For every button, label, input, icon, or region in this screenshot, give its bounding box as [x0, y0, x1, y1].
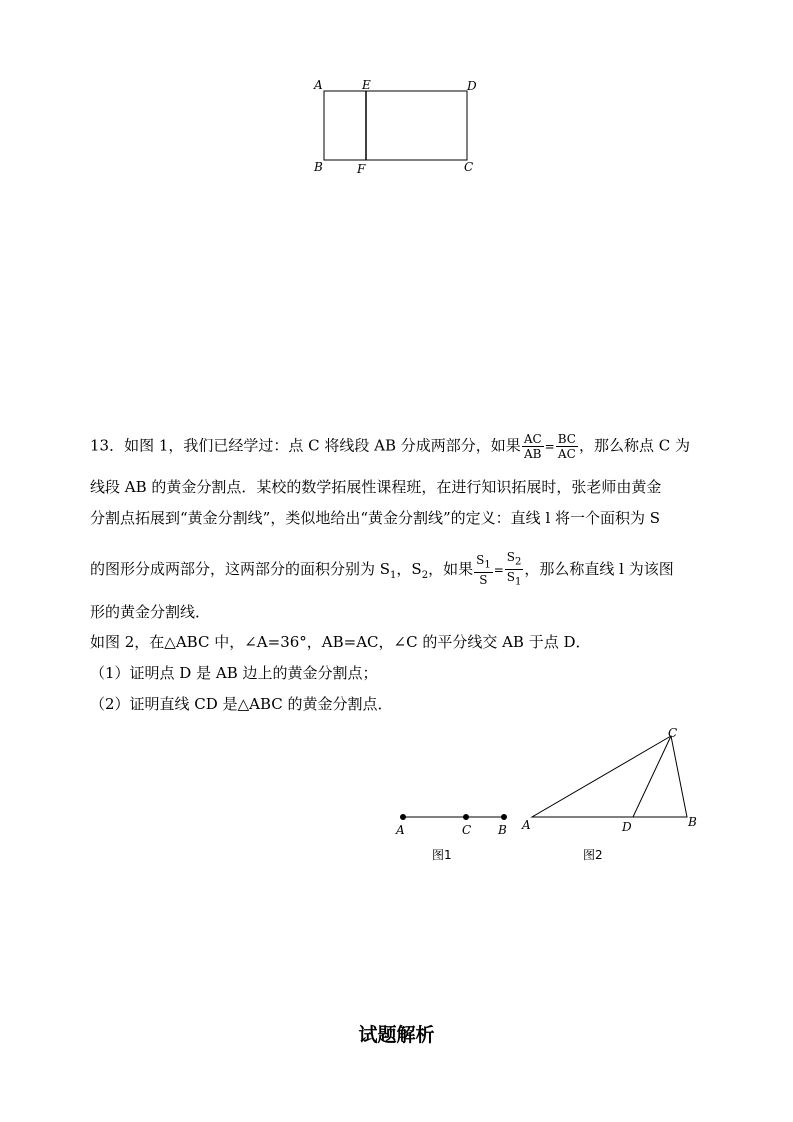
fig2-label-b: B	[688, 815, 697, 829]
problem-line-5: 形的黄金分割线．	[90, 603, 211, 621]
figure-2-caption: 图2	[583, 848, 603, 862]
fraction-bc-ac: $\frac{BC}{AC}$	[557, 432, 576, 461]
problem-line-6: 如图 2，在△ABC 中，∠A=36°，AB=AC，∠C 的平分线交 AB 于点 D．	[90, 633, 591, 651]
fig1-label-a: A	[396, 823, 405, 837]
fig1-label-b: B	[498, 823, 507, 837]
fig1-label-c: C	[462, 823, 472, 837]
fig2-label-a: A	[522, 818, 531, 832]
problem-line-8: （2）证明直线 CD 是△ABC 的黄金分割点．	[90, 695, 393, 713]
rectangle-figure	[300, 70, 500, 185]
figure-1-caption: 图1	[432, 848, 452, 862]
fraction-s1-s: $\frac{S_1}{S}$	[476, 552, 491, 588]
label-c: C	[464, 160, 474, 174]
fraction-s2-s1: $\frac{S_2}{S_1}$	[506, 550, 522, 588]
point-a	[400, 814, 406, 820]
bisector-cd	[633, 736, 671, 817]
solution-heading: 试题解析	[358, 1024, 435, 1046]
problem-line-2: 线段 AB 的黄金分割点．某校的数学拓展性课程班，在进行知识拓展时，张老师由黄金	[90, 478, 662, 496]
label-b: B	[314, 160, 323, 174]
fig2-label-d: D	[622, 820, 632, 832]
figure-1-segment	[390, 805, 520, 845]
rectangle-abcd	[324, 91, 467, 160]
fig2-label-c: C	[668, 726, 678, 740]
label-e: E	[362, 78, 371, 92]
label-a: A	[314, 78, 323, 92]
problem-line-1: 13．如图 1，我们已经学过：点 C 将线段 AB 分成两部分，如果 $\frac{AC}{AB}$ = $\frac{BC}{AC}$ ，那么称点 C 为	[90, 432, 690, 461]
fraction-ac-ab: $\frac{AC}{AB}$	[523, 432, 542, 461]
point-b	[501, 814, 507, 820]
label-f: F	[357, 162, 366, 176]
problem-line-3: 分割点拓展到“黄金分割线”，类似地给出“黄金分割线”的定义：直线 l 将一个面积为 S	[90, 509, 661, 527]
figure-2-triangle	[515, 722, 705, 832]
label-d: D	[467, 79, 477, 93]
problem-line-7: （1）证明点 D 是 AB 边上的黄金分割点；	[90, 664, 378, 682]
triangle-abc	[532, 736, 687, 817]
problem-line-4: 的图形分成两部分，这两部分的面积分别为 $S_1$，$S_2$，如果 $\frac{S_1}{S}$ = $\frac{S_2}{S_1}$ ，那么称直线 l 为该图	[90, 550, 674, 588]
point-c	[463, 814, 469, 820]
